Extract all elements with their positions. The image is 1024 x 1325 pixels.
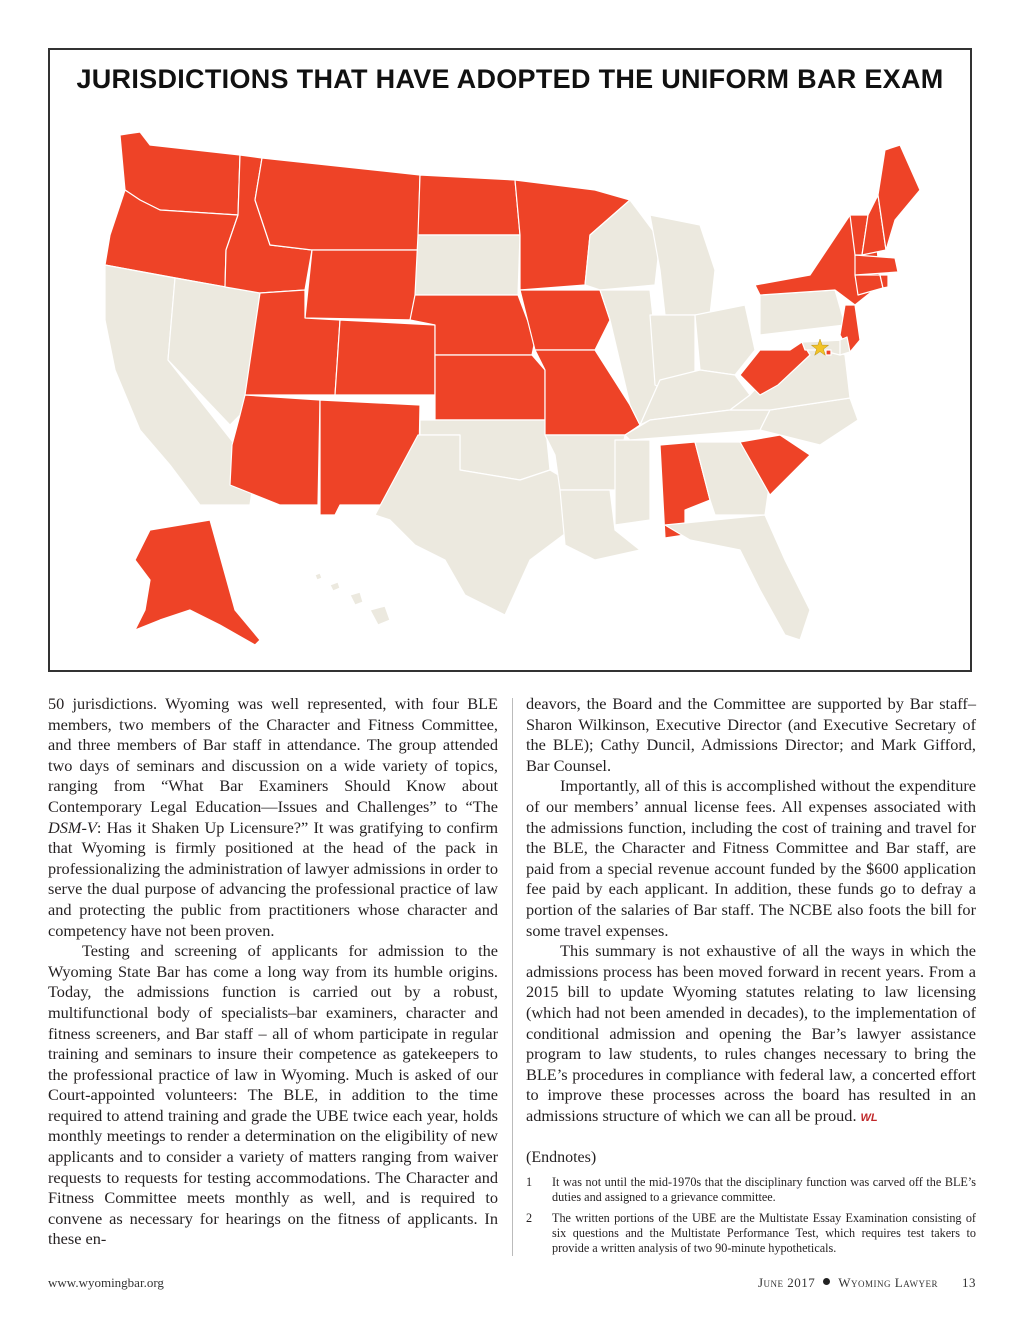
footer-website[interactable]: www.wyomingbar.org (48, 1275, 164, 1290)
footer-publication: Wyoming Lawyer (838, 1275, 938, 1290)
state-alaska (135, 520, 260, 645)
article-paragraph: This summary is not exhaustive of all the ways in which the admissions process has been moved forward in recent years. From a 2015 bill to update Wyoming statutes relating to law licensing (which had not been amended in decades), to the implementation of conditional admission and opening the Bar’s lawyer assistance program to law students, to rules changes necessary to bring the BLE’s procedures in compliance with federal law, a concerted effort to improve these processes across the board has resulted in an admissions structure of which we can all be proud. WL (526, 941, 976, 1125)
us-map (50, 50, 970, 670)
endnote: 2 The written portions of the UBE are the Multistate Essay Examination consisting of six questions and the Multistate Performance Test, which requires test takers to provide a written analysis of two 90-minute hypotheticals. (526, 1211, 976, 1256)
article-paragraph: 50 jurisdictions. Wyoming was well represented, with four BLE members, two members of the Character and Fitness Committee, and three members of Bar staff in attendance. The group attended two days of seminars and discussion on a wide variety of topics, ranging from “What Bar Examiners Should Know about Contemporary Legal Education—Issues and Challenges” to “The DSM-V: Has it Shaken Up Licensure?” It was gratifying to confirm that Wyoming is firmly positioned at the head of the pack in professionalizing the administration of lawyer admissions in order to serve the dual purpose of advancing the professional practice of law and protecting the public from practitioners whose character and competency have not been proven. (48, 694, 498, 940)
map-title: JURISDICTIONS THAT HAVE ADOPTED THE UNIFORM BAR EXAM (76, 64, 944, 94)
state-mississippi (615, 440, 650, 525)
footer-issue-date: June 2017 (757, 1275, 816, 1290)
state-south-dakota (415, 235, 520, 295)
state-michigan (650, 215, 715, 315)
state-massachusetts (855, 255, 898, 275)
column-divider (512, 698, 513, 1256)
article-paragraph: Testing and screening of applicants for admission to the Wyoming State Bar has come a long way from its humble origins. Today, the admissions function is carried out by a robust, multifunctional body of specialists–bar examiners, character and fitness screeners, and Bar staff – all of whom participate in regular training and seminars to insure their competence as gatekeepers to the professional practice of law in Wyoming. Much is asked of our Court-appointed volunteers: The BLE, in addition to the time required to attend training and grade the UBE twice each year, holds monthly meetings to render a determination on the eligibility of new applicants and to consider a variety of matters ranging from waiver requests to requests for testing accommodations. The Character and Fitness Committee meets monthly as well, and is required to convene as necessary for hearings on the fitness of applicants. In these en- (48, 941, 498, 1249)
state-hawaii (315, 573, 390, 625)
state-montana (255, 158, 420, 250)
state-colorado (335, 320, 435, 395)
state-kansas (435, 355, 545, 420)
state-district-of-columbia (826, 350, 831, 355)
page-footer (48, 1275, 976, 1295)
state-maine (878, 145, 920, 250)
endnotes-heading: (Endnotes) (526, 1149, 597, 1167)
wl-sign-off: WL (860, 1111, 878, 1124)
article-left-column (48, 694, 498, 1250)
article-right-column (526, 694, 976, 1256)
footer-issue-info (758, 1275, 976, 1291)
endnote: 1 It was not until the mid-1970s that the disciplinary function was carved off the BLE’s duties and assigned to a grievance committee. (526, 1175, 976, 1205)
article-paragraph: Importantly, all of this is accomplished without the expenditure of our members’ annual license fees. All expenses associated with the admissions function, including the cost of training and travel for the BLE, the Character and Fitness Committee and Bar staff, are paid from a special revenue account funded by the $600 application fee paid by each applicant. In addition, these funds go to defray a portion of the salaries of Bar staff. The NCBE also foots the bill for some travel expenses. (526, 776, 976, 940)
ube-map-figure (48, 48, 972, 672)
state-ohio (695, 305, 755, 375)
state-pennsylvania (760, 290, 845, 335)
bullet-icon (823, 1278, 830, 1285)
state-connecticut (855, 275, 883, 295)
article-paragraph: deavors, the Board and the Committee are supported by Bar staff– Sharon Wilkinson, Executive Director (and Executive Secretary of the BLE); Cathy Duncil, Admissions Director; and Mark Gifford, Bar Counsel. (526, 694, 976, 775)
state-florida (665, 515, 810, 640)
state-arizona (230, 395, 320, 505)
page-number: 13 (962, 1275, 976, 1290)
state-north-dakota (418, 175, 520, 235)
state-wyoming (305, 250, 418, 320)
state-iowa (520, 290, 610, 350)
